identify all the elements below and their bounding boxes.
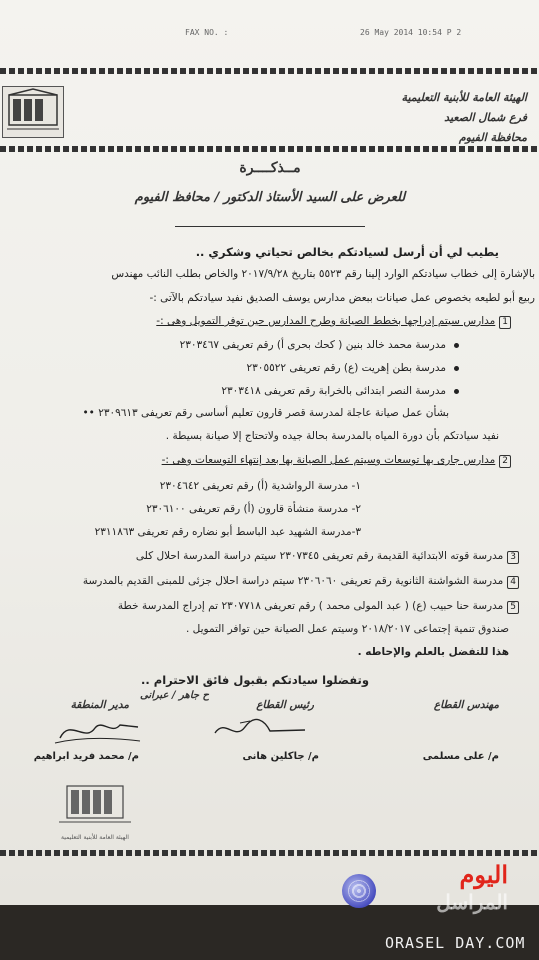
watermark-arabic-primary: اليوم: [459, 860, 508, 889]
school-entry: مدرسة محمد خالد بنين ( كحك بحرى أ) رقم تعريفى ٢٣٠٣٤٦٧: [179, 339, 446, 351]
signature-title-director: مدير المنطقة: [70, 699, 129, 711]
section-5: [118, 598, 519, 614]
section-3-number: 3: [507, 551, 519, 564]
organization-header: [402, 88, 527, 148]
double-bullet-icon: ••: [82, 407, 99, 419]
section-5-continued: صندوق تنمية إجتماعى ٢٠١٨/٢٠١٧ وسيتم عمل الصيانة حين توافر التمويل .: [185, 623, 509, 635]
greeting: يطيب لي أن أرسل لسيادتكم بخالص تحياتي وشكري ..: [195, 245, 499, 259]
stamp-caption: الهيئة العامة للأبنية التعليمية: [61, 834, 129, 841]
list-item: ١- مدرسة الرواشدية (أ) رقم تعريفى ٢٣٠٤٦٤٢: [159, 480, 361, 492]
urgent-text: بشأن عمل صيانة عاجلة لمدرسة قصر قارون تعليم أساسى رقم تعريفى ٢٣٠٩٦١٣: [98, 407, 449, 419]
fax-number-header: FAX NO. :: [185, 28, 229, 37]
section-2-number: 2: [499, 455, 511, 468]
list-item: [180, 337, 459, 353]
school-entry: مدرسة النصر ابتدائى بالخرابة رقم تعريفى ٢٣٠٣٤١٨: [221, 385, 446, 397]
signature-title-engineer: مهندس القطاع: [433, 699, 499, 711]
closing-regards: وتفضلوا سيادتكم بقبول فائق الاحترام ..: [141, 673, 369, 687]
section-5-number: 5: [507, 601, 519, 614]
section-1-heading: [156, 313, 511, 329]
watermark-arabic-secondary: المراسل: [436, 890, 508, 914]
list-item: [221, 383, 459, 399]
memo-recipient: للعرض على السيد الأستاذ الدكتور / محافظ الفيوم: [134, 190, 406, 205]
list-item: ٢- مدرسة منشأة قارون (أ) رقم تعريفى ٢٣٠٦١٠٠: [146, 503, 361, 515]
section-3: [136, 548, 519, 564]
organization-logo: [2, 86, 64, 138]
section-4-text: مدرسة الشواشنة الثانوية رقم تعريفى ٢٣٠٦٠٦٠ سيتم دراسة احلال جزئى للمبنى القديم بالمدرسة: [82, 575, 504, 587]
list-item: ٣-مدرسة الشهيد عبد الباسط أبو نضاره رقم تعريفى ٢٣١١٨٦٣: [94, 526, 361, 538]
organization-stamp: [55, 782, 135, 837]
memo-title: مــذكــــرة: [239, 160, 301, 176]
section-4-number: 4: [507, 576, 519, 589]
bottom-border-divider: [0, 850, 539, 856]
intro-line-2: ربيع أبو لطيعه بخصوص عمل صيانات ببعض مدارس يوسف الصديق نفيد سيادتكم بالآتى :-: [149, 292, 535, 304]
header-divider: [0, 146, 539, 152]
title-underline: [175, 226, 365, 227]
section-2-heading: [162, 452, 511, 468]
director-name: م/ محمد فريد ابراهيم: [33, 751, 139, 762]
section-2-title: مدارس جارى بها توسعات وسيتم عمل الصيانة بها بعد إنتهاء التوسعات وهى :-: [161, 454, 496, 466]
section-3-text: مدرسة قوته الابتدائية القديمة رقم تعريفى ٢٣٠٧٣٤٥ سيتم دراسة المدرسة احلال كلى: [135, 550, 504, 562]
urgent-maintenance-line-1: [82, 405, 449, 421]
bullet-icon: [454, 343, 459, 348]
section-4: [83, 573, 519, 589]
org-branch: فرع شمال الصعيد: [444, 111, 527, 124]
closing-note: هذا للتفضل بالعلم والإحاطه .: [357, 646, 509, 658]
site-logo-icon: [342, 874, 376, 908]
bullet-icon: [454, 389, 459, 394]
fax-timestamp-header: 26 May 2014 10:54 P 2: [360, 28, 462, 37]
school-entry: مدرسة بطن إهريت (ع) رقم تعريفى ٢٣٠٥٥٢٢: [246, 362, 446, 374]
org-name: الهيئة العامة للأبنية التعليمية: [401, 91, 527, 104]
sector-head-signature: [210, 713, 310, 743]
director-signature: [50, 713, 145, 747]
sector-head-name: م/ جاكلين هانى: [242, 751, 319, 762]
handwritten-note: ح جاهر / عبرانى: [140, 690, 209, 701]
bullet-icon: [454, 366, 459, 371]
signature-title-sector-head: رئيس القطاع: [256, 699, 314, 711]
section-1-title: مدارس سيتم إدراجها بخطط الصيانة وطرح المدارس حين توفر التمويل وهى :-: [156, 315, 496, 327]
watermark-english: ORASEL DAY.COM: [385, 934, 526, 952]
org-governorate: محافظة الفيوم: [458, 131, 527, 144]
stamp-building-icon: [55, 782, 135, 837]
section-5-text-1: مدرسة حنا حبيب (ع) ( عبد المولى محمد ) رقم تعريفى ٢٣٠٧٧١٨ تم إدراج المدرسة خطة: [117, 600, 504, 612]
intro-line-1: بالإشارة إلى خطاب سيادتكم الوارد إلينا رقم ٥٥٢٣ بتاريخ ٢٠١٧/٩/٢٨ والخاص بطلب النائب مهندس: [111, 268, 535, 280]
building-logo-icon: [3, 87, 63, 137]
urgent-maintenance-line-2: نفيد سيادتكم بأن دورة المياه بالمدرسة بحالة جيده ولاتحتاج إلا صيانة بسيطة .: [165, 430, 499, 442]
section-1-number: 1: [499, 316, 511, 329]
list-item: [247, 360, 459, 376]
engineer-name: م/ على مسلمى: [422, 751, 499, 762]
top-border-divider: [0, 68, 539, 74]
